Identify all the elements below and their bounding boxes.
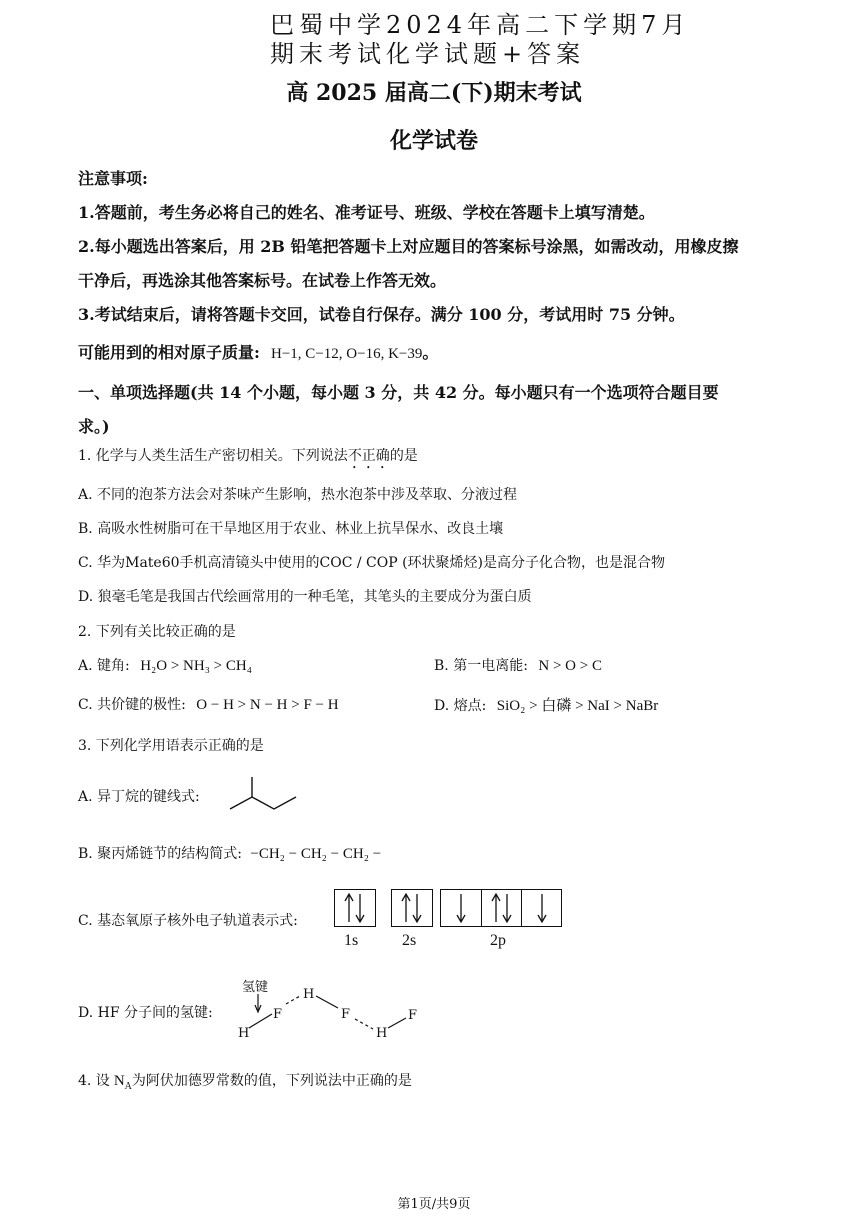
orbital-label-1s: 1s [344, 932, 359, 949]
q2-option-a [78, 655, 252, 675]
q1-stem [78, 445, 418, 472]
atomic-mass-label: 可能用到的相对原子质量: [78, 343, 260, 362]
notice-item-3: 3.考试结束后，请将答题卡交回，试卷自行保存。满分 100 分，考试用时 75 分钟。 [78, 305, 685, 324]
q2-option-b [434, 655, 602, 675]
q4-na-subscript: A [124, 1080, 132, 1092]
section1-heading-a: 一、单项选择题(共 14 个小题，每小题 3 分，共 42 分。每小题只有一个选项符合题目要 [78, 383, 719, 402]
orbital-box-2p [440, 889, 562, 927]
q2-option-d-formula: SiO₂ > 白磷 > NaI > NaBr [496, 698, 659, 714]
down-electron-arrow [441, 890, 481, 926]
orbital-2p-cell-2 [481, 890, 522, 926]
q2-option-b-formula: N > O > C [538, 658, 602, 674]
q1-option-d: D. 狼毫毛笔是我国古代绘画常用的一种毛笔，其笔头的主要成分为蛋白质 [78, 589, 532, 605]
q3-option-d: D. HF 分子间的氢键: [78, 1005, 213, 1021]
atomic-mass-values: H−1, C−12, O−16, K−39 [271, 346, 423, 362]
paired-electron-arrows [335, 890, 375, 926]
atomic-mass-end: 。 [422, 343, 439, 362]
q2-option-c-label: C. 共价键的极性: [78, 697, 186, 713]
orbital-box-2s [391, 889, 433, 927]
q1-stem-post: 的是 [389, 448, 418, 464]
hydrogen-bond-label: 氢键 [242, 980, 269, 995]
notice-item-2b: 干净后，再选涂其他答案标号。在试卷上作答无效。 [78, 271, 447, 290]
q1-option-c: C. 华为Mate60手机高清镜头中使用的COC / COP (环状聚烯烃)是高分子化合物，也是混合物 [78, 555, 666, 571]
orbital-2p-cell-3 [521, 890, 562, 926]
document-title-line1: 巴蜀中学2024年高二下学期7月 [270, 11, 691, 39]
q3-option-a: A. 异丁烷的键线式: [78, 789, 200, 805]
q2-option-c-formula: O − H > N − H > F − H [196, 697, 339, 713]
q3-option-c: C. 基态氧原子核外电子轨道表示式: [78, 913, 298, 929]
q3-stem: 3. 下列化学用语表示正确的是 [78, 738, 264, 754]
notice-item-1: 1.答题前，考生务必将自己的姓名、准考证号、班级、学校在答题卡上填写清楚。 [78, 203, 655, 222]
q2-stem: 2. 下列有关比较正确的是 [78, 624, 236, 640]
hf-bond-lines [234, 990, 434, 1048]
orbital-label-2s: 2s [402, 932, 417, 949]
section1-heading-b: 求。) [78, 417, 110, 436]
q3-option-b-formula: −CH₂ − CH₂ − CH₂ − [250, 846, 382, 862]
orbital-2p-cell-1 [441, 890, 481, 926]
hf-atom-f2: F [341, 1007, 351, 1022]
isobutane-skeletal-formula [224, 775, 300, 815]
down-electron-arrow [522, 890, 562, 926]
paired-electron-arrows [392, 890, 432, 926]
page-number: 第1页/共9页 [397, 1197, 471, 1212]
exam-title: 高 2025 届高二(下)期末考试 [286, 80, 582, 106]
hf-atom-h3: H [376, 1026, 388, 1041]
hf-atom-f3: F [408, 1008, 418, 1023]
q2-option-a-formula: H₂O > NH₃ > CH₄ [140, 658, 252, 674]
q2-option-b-label: B. 第一电离能: [434, 658, 528, 674]
q4-stem-post: 为阿伏加德罗常数的值，下列说法中正确的是 [131, 1073, 412, 1089]
orbital-box-1s [334, 889, 376, 927]
q4-stem-pre: 4. 设 [78, 1073, 110, 1089]
hf-atom-h1: H [238, 1026, 250, 1041]
q4-stem [78, 1070, 412, 1092]
q3-option-b-label: B. 聚丙烯链节的结构简式: [78, 846, 242, 862]
notice-heading: 注意事项: [78, 169, 148, 188]
q1-stem-emphasis: 不正确 [347, 448, 390, 464]
q2-option-d [434, 694, 658, 715]
q1-option-b: B. 高吸水性树脂可在干旱地区用于农业、林业上抗旱保水、改良土壤 [78, 521, 504, 537]
q1-stem-pre: 1. 化学与人类生活生产密切相关。下列说法 [78, 448, 348, 464]
q1-option-a: A. 不同的泡茶方法会对茶味产生影响，热水泡茶中涉及萃取、分液过程 [78, 487, 518, 503]
paired-electron-arrows [482, 890, 522, 926]
atomic-mass-line [78, 340, 438, 363]
orbital-label-2p: 2p [490, 932, 506, 949]
q4-na-symbol: N [113, 1073, 125, 1089]
q2-option-d-label: D. 熔点: [434, 698, 487, 714]
q2-option-a-label: A. 键角: [78, 658, 130, 674]
subject-title: 化学试卷 [389, 128, 478, 154]
hf-atom-h2: H [303, 987, 315, 1002]
hf-atom-f1: F [273, 1007, 283, 1022]
document-title-line2: 期末考试化学试题+答案 [270, 40, 586, 68]
q2-option-c [78, 694, 339, 714]
q3-option-b [78, 843, 381, 863]
notice-item-2a: 2.每小题选出答案后，用 2B 铅笔把答题卡上对应题目的答案标号涂黑，如需改动，用橡皮擦 [78, 237, 739, 256]
